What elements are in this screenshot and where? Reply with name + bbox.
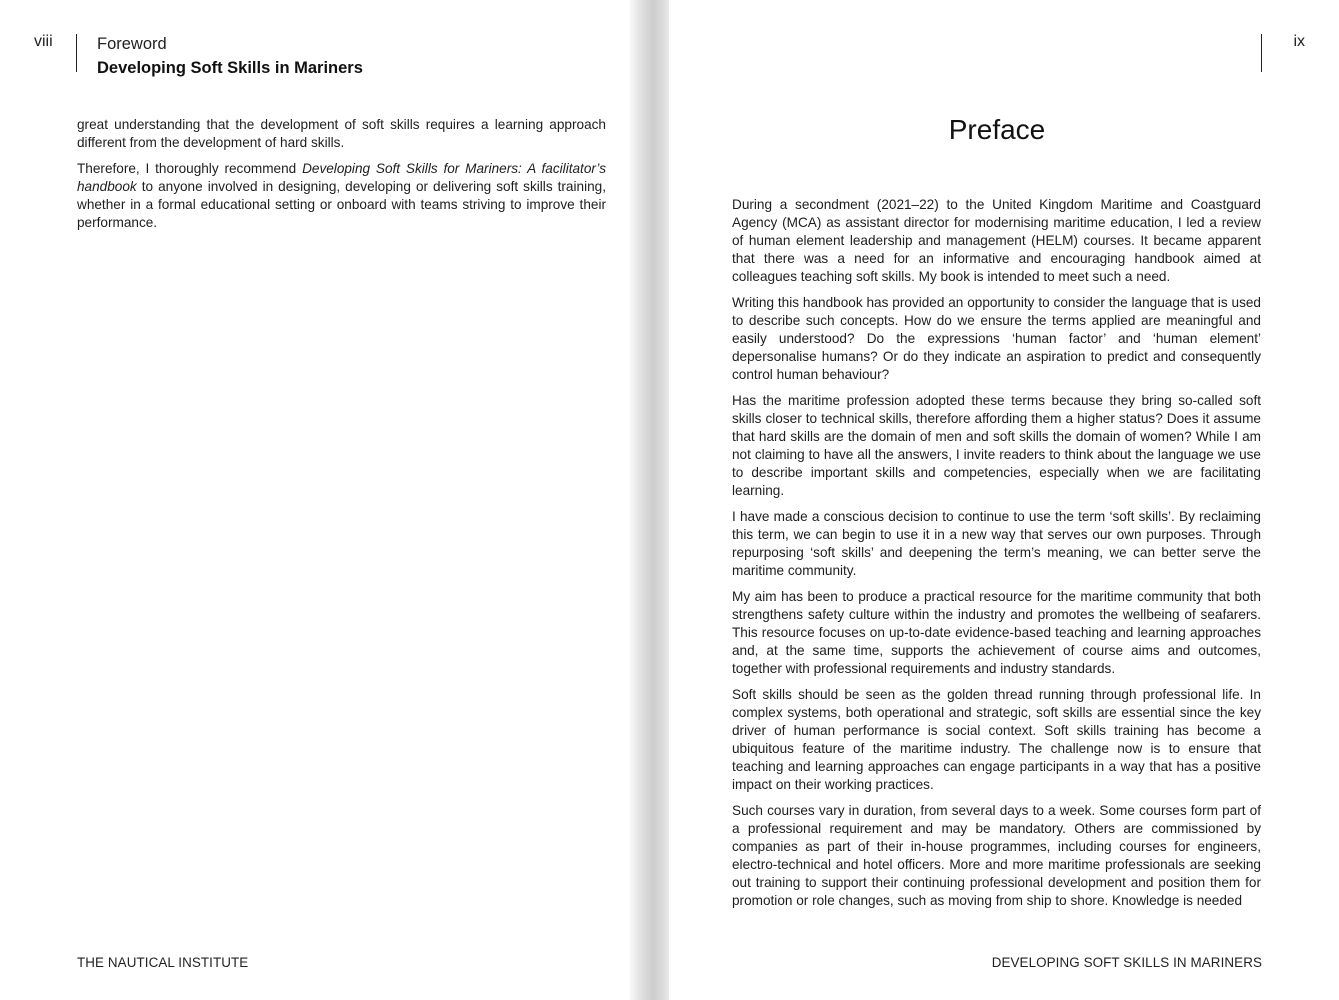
preface-paragraph: Such courses vary in duration, from several days to a week. Some courses form part of a professional requirement and may be mandatory. Others are commissioned by companies as part of their in-house programmes, including courses for engineers, electro-technical and hotel officers. More and more maritime professionals are seeking out training to support their continuing professional development and position them for promotion or role changes, such as moving from ship to shore. Knowledge is needed bbox=[732, 803, 1261, 908]
running-head bbox=[97, 32, 363, 80]
page-title: Preface bbox=[948, 114, 1046, 145]
paragraph-text: to anyone involved in designing, developing or delivering soft skills training, whether in a formal educational setting or onboard with teams striving to improve their performance. bbox=[77, 179, 606, 230]
preface-paragraph: Soft skills should be seen as the golden thread running through professional life. In complex systems, both operational and strategic, soft skills are essential since the key driver of human performance is social context. Soft skills training has become a ubiquitous feature of the maritime industry. The challenge now is to ensure that teaching and learning approaches can engage participants in a way that has a positive impact on their working practices. bbox=[732, 687, 1261, 792]
header-divider bbox=[1261, 34, 1262, 72]
preface-paragraph: My aim has been to produce a practical resource for the maritime community that both strengthens safety culture within the industry and promotes the wellbeing of seafarers. This resource focuses on up-to-date evidence-based teaching and learning approaches and, at the same time, supports the achievement of course aims and outcomes, together with professional requirements and industry standards. bbox=[732, 589, 1261, 676]
foreword-body bbox=[77, 116, 606, 240]
left-page bbox=[0, 0, 640, 1000]
right-footer: DEVELOPING SOFT SKILLS IN MARINERS bbox=[991, 955, 1262, 970]
right-page bbox=[669, 0, 1339, 1000]
left-page-number: viii bbox=[34, 33, 53, 50]
preface-paragraph: I have made a conscious decision to continue to use the term ‘soft skills’. By reclaiming this term, we can begin to use it in a new way that serves our own purposes. Through repurposing ‘soft skills’ and deepening the term’s meaning, we can better serve the maritime community. bbox=[732, 509, 1261, 578]
preface-paragraph: During a secondment (2021–22) to the United Kingdom Maritime and Coastguard Agency (MCA) as assistant director for modernising maritime education, I led a review of human element leadership and management (HELM) courses. It became apparent that there was a need for an informative and encouraging handbook aimed at colleagues teaching soft skills. My book is intended to meet such a need. bbox=[732, 197, 1261, 284]
left-footer: THE NAUTICAL INSTITUTE bbox=[77, 955, 249, 970]
header-divider bbox=[76, 34, 77, 72]
paragraph-text: Therefore, I thoroughly recommend bbox=[77, 161, 303, 176]
book-title-italic: Developing Soft Skills for Mariners: A facilitator’s handbook bbox=[77, 161, 606, 194]
running-head-section: Foreword bbox=[97, 35, 167, 53]
foreword-paragraph bbox=[77, 160, 606, 232]
preface-paragraph: Has the maritime profession adopted these terms because they bring so-called soft skills closer to technical skills, therefore affording them a higher status? Does it assume that hard skills are the domain of men and soft skills the domain of women? While I am not claiming to have all the answers, I invite readers to think about the language we use to describe important skills and competencies, especially when we are facilitating learning. bbox=[732, 393, 1261, 498]
preface-paragraph: Writing this handbook has provided an opportunity to consider the language that is used to describe such concepts. How do we ensure the terms applied are meaningful and easily understood? Do the expressions ‘human factor’ and ‘human element’ depersonalise humans? Or do they indicate an aspiration to predict and consequently control human behaviour? bbox=[732, 295, 1261, 382]
foreword-paragraph: great understanding that the development of soft skills requires a learning approach different from the development of hard skills. bbox=[77, 117, 606, 150]
running-head-title: Developing Soft Skills in Mariners bbox=[97, 59, 363, 77]
preface-body bbox=[732, 196, 1261, 918]
right-page-number: ix bbox=[1293, 33, 1305, 50]
